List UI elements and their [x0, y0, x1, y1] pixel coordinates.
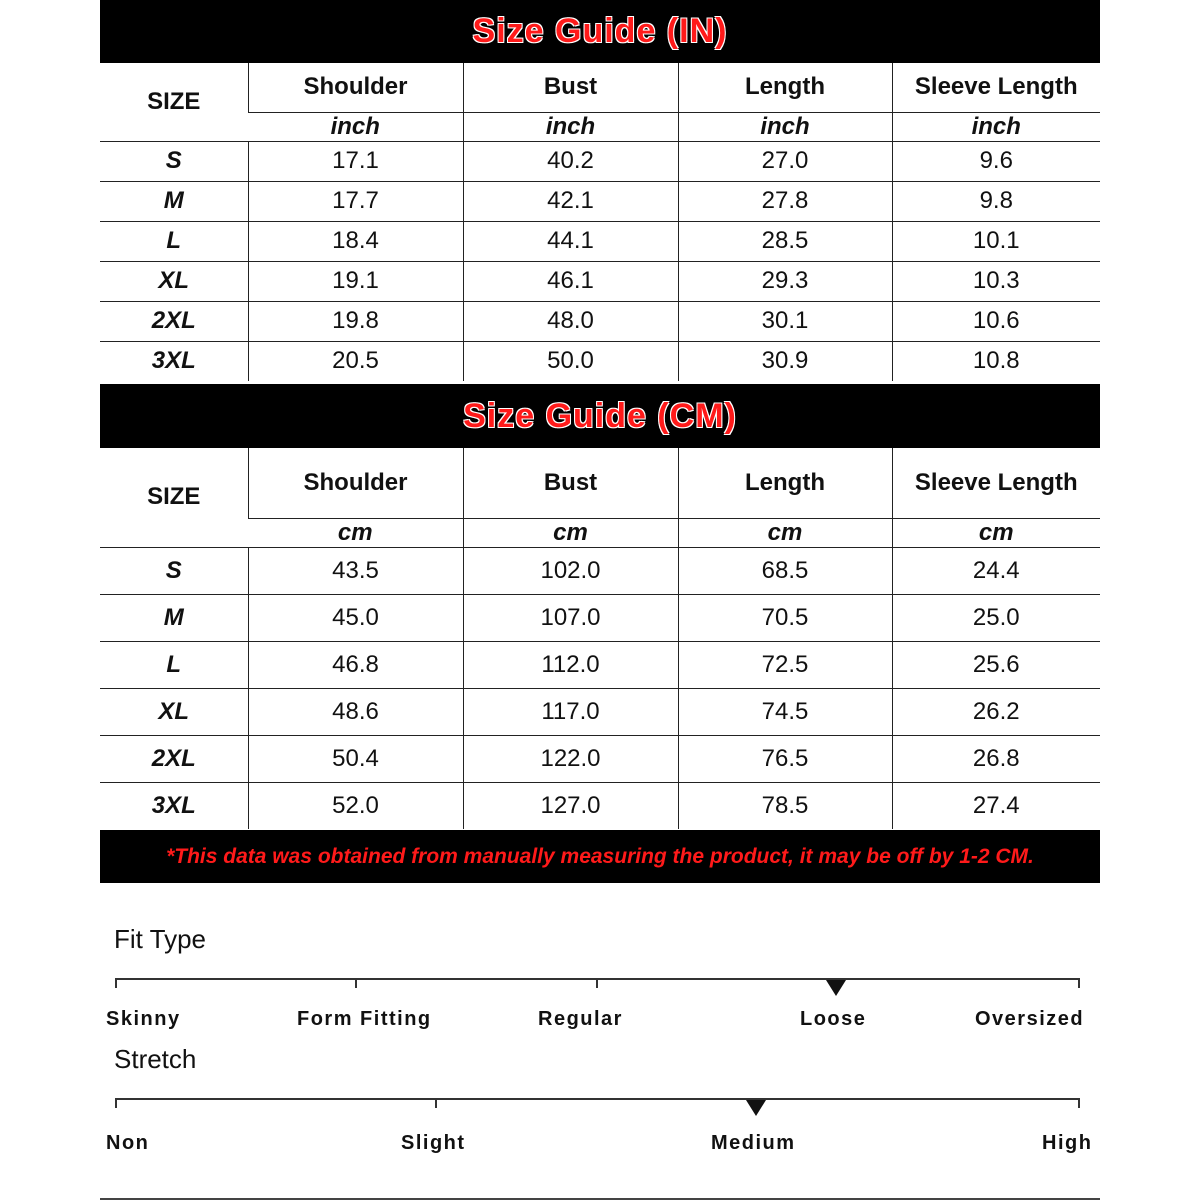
shoulder-value: 19.1 — [248, 261, 463, 301]
bust-value: 122.0 — [463, 735, 678, 782]
sleeve-length-value: 25.6 — [892, 641, 1100, 688]
sleeve-length-value: 24.4 — [892, 547, 1100, 594]
sleeve-length-value: 9.6 — [892, 141, 1100, 181]
inch-unit-label: inch — [248, 112, 463, 141]
inch-guide-banner — [100, 0, 1100, 63]
sleeve-length-value: 26.8 — [892, 735, 1100, 782]
inch-unit-label: inch — [892, 112, 1100, 141]
cm-col-bust: Bust — [463, 448, 678, 518]
fit-type-title: Fit Type — [114, 924, 207, 954]
stretch-scale — [115, 1098, 1080, 1100]
cm-col-sleeve-length: Sleeve Length — [892, 448, 1100, 518]
bust-value: 44.1 — [463, 221, 678, 261]
length-value: 27.8 — [678, 181, 892, 221]
table-row — [100, 221, 1100, 261]
length-value: 76.5 — [678, 735, 892, 782]
length-value: 29.3 — [678, 261, 892, 301]
cm-unit-label: cm — [463, 518, 678, 547]
scale-tick — [115, 1098, 117, 1108]
inch-col-shoulder: Shoulder — [248, 63, 463, 112]
bust-value: 117.0 — [463, 688, 678, 735]
fit-label-regular: Regular — [538, 1008, 623, 1030]
bust-value: 127.0 — [463, 782, 678, 829]
sleeve-length-value: 26.2 — [892, 688, 1100, 735]
table-row — [100, 782, 1100, 829]
bust-value: 50.0 — [463, 341, 678, 381]
cm-header-row — [100, 448, 1100, 518]
cm-col-shoulder: Shoulder — [248, 448, 463, 518]
cm-unit-label: cm — [892, 518, 1100, 547]
sleeve-length-value: 10.6 — [892, 301, 1100, 341]
shoulder-value: 18.4 — [248, 221, 463, 261]
sleeve-length-value: 25.0 — [892, 594, 1100, 641]
table-row — [100, 547, 1100, 594]
sleeve-length-value: 10.1 — [892, 221, 1100, 261]
fit-label-loose: Loose — [800, 1008, 867, 1030]
length-value: 28.5 — [678, 221, 892, 261]
bust-value: 102.0 — [463, 547, 678, 594]
size-label: S — [100, 547, 248, 594]
stretch-title: Stretch — [114, 1044, 197, 1074]
table-row — [100, 301, 1100, 341]
inch-size-table — [100, 63, 1100, 381]
inch-col-length: Length — [678, 63, 892, 112]
scale-tick — [1078, 978, 1080, 988]
size-label: M — [100, 181, 248, 221]
cm-guide-banner — [100, 384, 1100, 448]
length-value: 27.0 — [678, 141, 892, 181]
sleeve-length-value: 10.3 — [892, 261, 1100, 301]
bust-value: 42.1 — [463, 181, 678, 221]
shoulder-value: 17.7 — [248, 181, 463, 221]
shoulder-value: 46.8 — [248, 641, 463, 688]
inch-col-bust: Bust — [463, 63, 678, 112]
size-label: S — [100, 141, 248, 181]
size-label: M — [100, 594, 248, 641]
inch-unit-label: inch — [463, 112, 678, 141]
table-row — [100, 181, 1100, 221]
table-row — [100, 735, 1100, 782]
bust-value: 46.1 — [463, 261, 678, 301]
measurement-note-banner — [100, 830, 1100, 883]
fit-label-form-fitting: Form Fitting — [297, 1008, 432, 1030]
size-label: L — [100, 641, 248, 688]
inch-size-header: SIZE — [100, 63, 248, 141]
size-label: XL — [100, 688, 248, 735]
inch-unit-label: inch — [678, 112, 892, 141]
inch-header-row — [100, 63, 1100, 112]
scale-tick — [355, 978, 357, 988]
size-label: 3XL — [151, 347, 196, 375]
cm-unit-label: cm — [678, 518, 892, 547]
length-value: 30.1 — [678, 301, 892, 341]
fit-type-scale — [115, 978, 1080, 980]
table-row — [100, 341, 1100, 381]
size-label: XL — [100, 261, 248, 301]
length-value: 74.5 — [678, 688, 892, 735]
measurement-note: *This data was obtained from manually measuring the product, it may be off by 1-2 CM. — [166, 844, 1034, 868]
length-value: 68.5 — [678, 547, 892, 594]
shoulder-value: 20.5 — [248, 341, 463, 381]
bust-value: 107.0 — [463, 594, 678, 641]
size-label: L — [100, 221, 248, 261]
stretch-label-slight: Slight — [401, 1132, 466, 1154]
fit-label-skinny: Skinny — [106, 1008, 181, 1030]
stretch-label-medium: Medium — [711, 1132, 796, 1154]
bust-value: 48.0 — [463, 301, 678, 341]
length-value: 72.5 — [678, 641, 892, 688]
table-row — [100, 688, 1100, 735]
size-label: 2XL — [100, 301, 248, 341]
sleeve-length-value: 9.8 — [892, 181, 1100, 221]
scale-tick — [435, 1098, 437, 1108]
scale-tick — [1078, 1098, 1080, 1108]
table-row — [100, 594, 1100, 641]
inch-unit-row — [100, 112, 1100, 141]
shoulder-value: 48.6 — [248, 688, 463, 735]
stretch-marker-icon — [746, 1100, 766, 1116]
bust-value: 40.2 — [463, 141, 678, 181]
fit-type-marker-icon — [826, 980, 846, 996]
bust-value: 112.0 — [463, 641, 678, 688]
inch-col-sleeve-length: Sleeve Length — [892, 63, 1100, 112]
shoulder-value: 17.1 — [248, 141, 463, 181]
size-label: 3XL — [151, 791, 196, 819]
length-value: 70.5 — [678, 594, 892, 641]
scale-tick — [596, 978, 598, 988]
shoulder-value: 52.0 — [248, 782, 463, 829]
cm-unit-label: cm — [248, 518, 463, 547]
inch-guide-title: Size Guide (IN) — [472, 12, 728, 50]
cm-size-header: SIZE — [100, 448, 248, 547]
fit-label-oversized: Oversized — [975, 1008, 1085, 1030]
sleeve-length-value: 27.4 — [892, 782, 1100, 829]
cm-guide-title: Size Guide (CM) — [463, 396, 737, 435]
cm-size-table — [100, 448, 1100, 829]
cm-col-length: Length — [678, 448, 892, 518]
shoulder-value: 45.0 — [248, 594, 463, 641]
length-value: 30.9 — [678, 341, 892, 381]
shoulder-value: 19.8 — [248, 301, 463, 341]
stretch-label-non: Non — [106, 1132, 150, 1154]
table-row — [100, 261, 1100, 301]
sleeve-length-value: 10.8 — [892, 341, 1100, 381]
stretch-label-high: High — [1042, 1132, 1093, 1154]
shoulder-value: 50.4 — [248, 735, 463, 782]
table-row — [100, 141, 1100, 181]
size-label: 2XL — [100, 735, 248, 782]
cm-unit-row — [100, 518, 1100, 547]
table-row — [100, 641, 1100, 688]
scale-tick — [115, 978, 117, 988]
length-value: 78.5 — [678, 782, 892, 829]
shoulder-value: 43.5 — [248, 547, 463, 594]
